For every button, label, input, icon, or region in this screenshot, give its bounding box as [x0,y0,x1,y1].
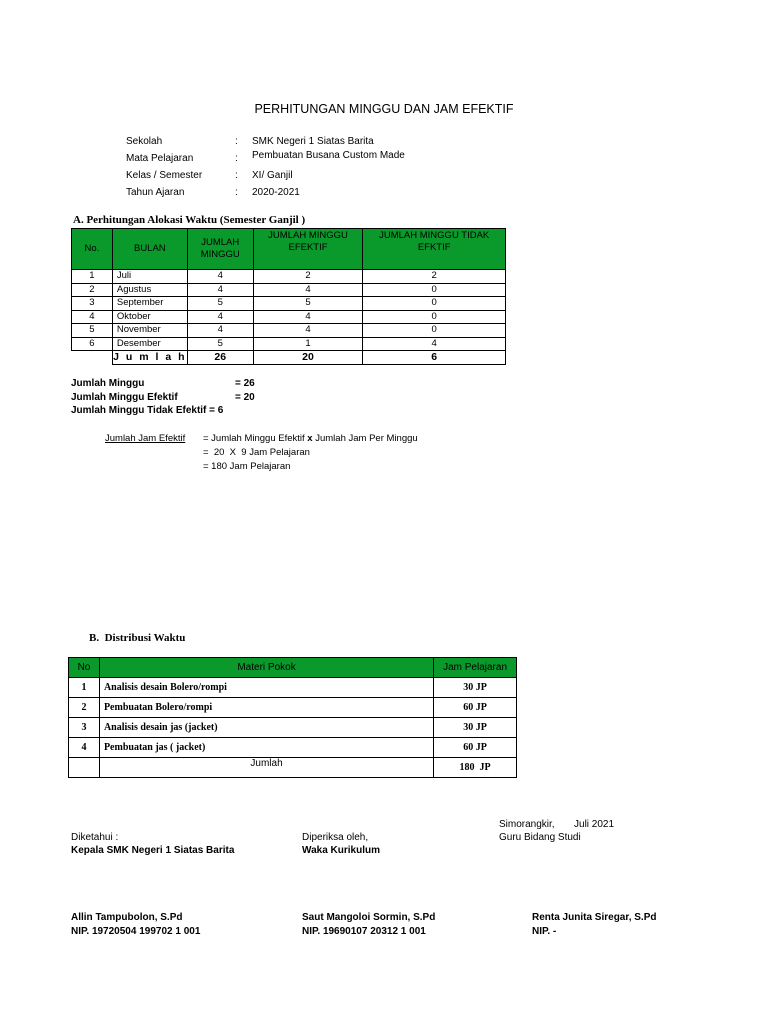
formula-line-1-b: Jumlah Jam Per Minggu [312,433,418,444]
cell-materi: Analisis desain jas (jacket) [99,718,433,738]
cell-no: 4 [72,310,113,324]
distribusi-waktu-table [68,657,517,778]
table-row [72,297,506,311]
table-total-row [69,758,517,778]
left-nip: NIP. 19720504 199702 1 001 [71,926,201,937]
table-row [69,718,517,738]
cell-no: 4 [69,738,100,758]
cell-no: 6 [72,337,113,351]
header-no: No. [72,229,113,270]
cell-bulan: Oktober [112,310,187,324]
header-bulan: BULAN [112,229,187,270]
middle-name: Saut Mangoloi Sormin, S.Pd [302,912,436,923]
cell-materi: Pembuatan Bolero/rompi [99,698,433,718]
formula-line-1-a: = Jumlah Minggu Efektif [203,433,308,444]
table-row [72,337,506,351]
info-colon: : [235,136,238,147]
cell-jam: 60 JP [434,698,517,718]
cell-jm: 4 [187,283,253,297]
cell-no: 2 [69,698,100,718]
summary-jumlah-minggu-label: Jumlah Minggu [71,378,145,389]
info-colon: : [235,153,238,164]
table-row [69,738,517,758]
cell-jmte: 0 [363,324,506,338]
cell-jam: 60 JP [434,738,517,758]
summary-jumlah-efektif-label: Jumlah Minggu Efektif [71,392,178,403]
table-row [69,678,517,698]
cell-bulan: Agustus [112,283,187,297]
cell-no: 5 [72,324,113,338]
cell-jm: 5 [187,297,253,311]
header-jam-pelajaran: Jam Pelajaran [434,658,517,678]
formula-line-3: = 180 Jam Pelajaran [203,461,291,472]
total-label: Jumlah [99,758,433,778]
table-row [72,283,506,297]
cell-jme: 4 [253,324,363,338]
middle-caption: Diperiksa oleh, [302,832,369,843]
left-name: Allin Tampubolon, S.Pd [71,912,183,923]
cell-materi: Analisis desain Bolero/rompi [99,678,433,698]
info-value-mapel: Pembuatan Busana Custom Made [252,150,405,161]
left-role: Kepala SMK Negeri 1 Siatas Barita [71,845,235,856]
info-colon: : [235,187,238,198]
table-row [69,698,517,718]
left-caption: Diketahui : [71,832,119,843]
middle-nip: NIP. 19690107 20312 1 001 [302,926,426,937]
section-b-heading: B. Distribusi Waktu [89,632,186,644]
cell-jm: 4 [187,324,253,338]
right-nip: NIP. - [532,926,557,937]
total-jme: 20 [253,351,363,365]
header-no: No [69,658,100,678]
cell-bulan: Desember [112,337,187,351]
middle-role: Waka Kurikulum [302,845,380,856]
info-value-kelas: XI/ Ganjil [252,170,293,181]
cell-jm: 4 [187,270,253,284]
header-jumlah-minggu-efektif: JUMLAH MINGGU EFEKTIF [253,229,363,270]
summary-jumlah-minggu-value: = 26 [235,378,255,389]
formula-label: Jumlah Jam Efektif [105,433,186,444]
formula-line-2: = 20 X 9 Jam Pelajaran [203,447,310,458]
cell-jmte: 0 [363,297,506,311]
cell-jmte: 4 [363,337,506,351]
total-jam: 180 JP [434,758,517,778]
header-jumlah-minggu-tidak-efektif: JUMLAH MINGGU TIDAK EFKTIF [363,229,506,270]
right-caption: Guru Bidang Studi [499,832,581,843]
cell-jam: 30 JP [434,718,517,738]
header-materi-pokok: Materi Pokok [99,658,433,678]
cell-jm: 5 [187,337,253,351]
info-label-kelas: Kelas / Semester [126,170,203,181]
info-value-tahun: 2020-2021 [252,187,300,198]
cell-no: 1 [72,270,113,284]
place-date: Simorangkir, Juli 2021 [499,819,615,830]
cell-no: 3 [69,718,100,738]
table-header-row [69,658,517,678]
table-row [72,270,506,284]
alokasi-waktu-table [71,228,506,365]
document-title: PERHITUNGAN MINGGU DAN JAM EFEKTIF [254,102,514,116]
summary-jumlah-efektif-value: = 20 [235,392,255,403]
cell-jmte: 0 [363,283,506,297]
info-value-sekolah: SMK Negeri 1 Siatas Barita [252,136,374,147]
cell-jam: 30 JP [434,678,517,698]
header-jumlah-minggu: JUMLAH MINGGU [187,229,253,270]
cell-bulan: November [112,324,187,338]
total-label: J u m l a h [113,351,187,364]
cell-jme: 2 [253,270,363,284]
table-header-row [72,229,506,270]
cell-jme: 4 [253,310,363,324]
cell-jme: 5 [253,297,363,311]
cell-jme: 4 [253,283,363,297]
cell-no: 2 [72,283,113,297]
info-colon: : [235,170,238,181]
cell-no: 1 [69,678,100,698]
total-jm: 26 [187,351,253,365]
table-row [72,310,506,324]
cell-jm: 4 [187,310,253,324]
formula-times: x [307,433,313,444]
total-jmte: 6 [363,351,506,365]
right-name: Renta Junita Siregar, S.Pd [532,912,657,923]
summary-jumlah-tidak-efektif: Jumlah Minggu Tidak Efektif = 6 [71,405,224,416]
cell-jmte: 2 [363,270,506,284]
cell-no: 3 [72,297,113,311]
cell-bulan: September [112,297,187,311]
cell-materi: Pembuatan jas ( jacket) [99,738,433,758]
table-total-row [72,351,506,365]
formula-line-1 [203,433,418,444]
info-label-sekolah: Sekolah [126,136,163,147]
table-row [72,324,506,338]
info-label-mapel: Mata Pelajaran [126,153,194,164]
cell-bulan: Juli [112,270,187,284]
cell-jmte: 0 [363,310,506,324]
cell-jme: 1 [253,337,363,351]
section-a-heading: A. Perhitungan Alokasi Waktu (Semester Ganjil ) [73,214,306,226]
info-label-tahun: Tahun Ajaran [126,187,185,198]
